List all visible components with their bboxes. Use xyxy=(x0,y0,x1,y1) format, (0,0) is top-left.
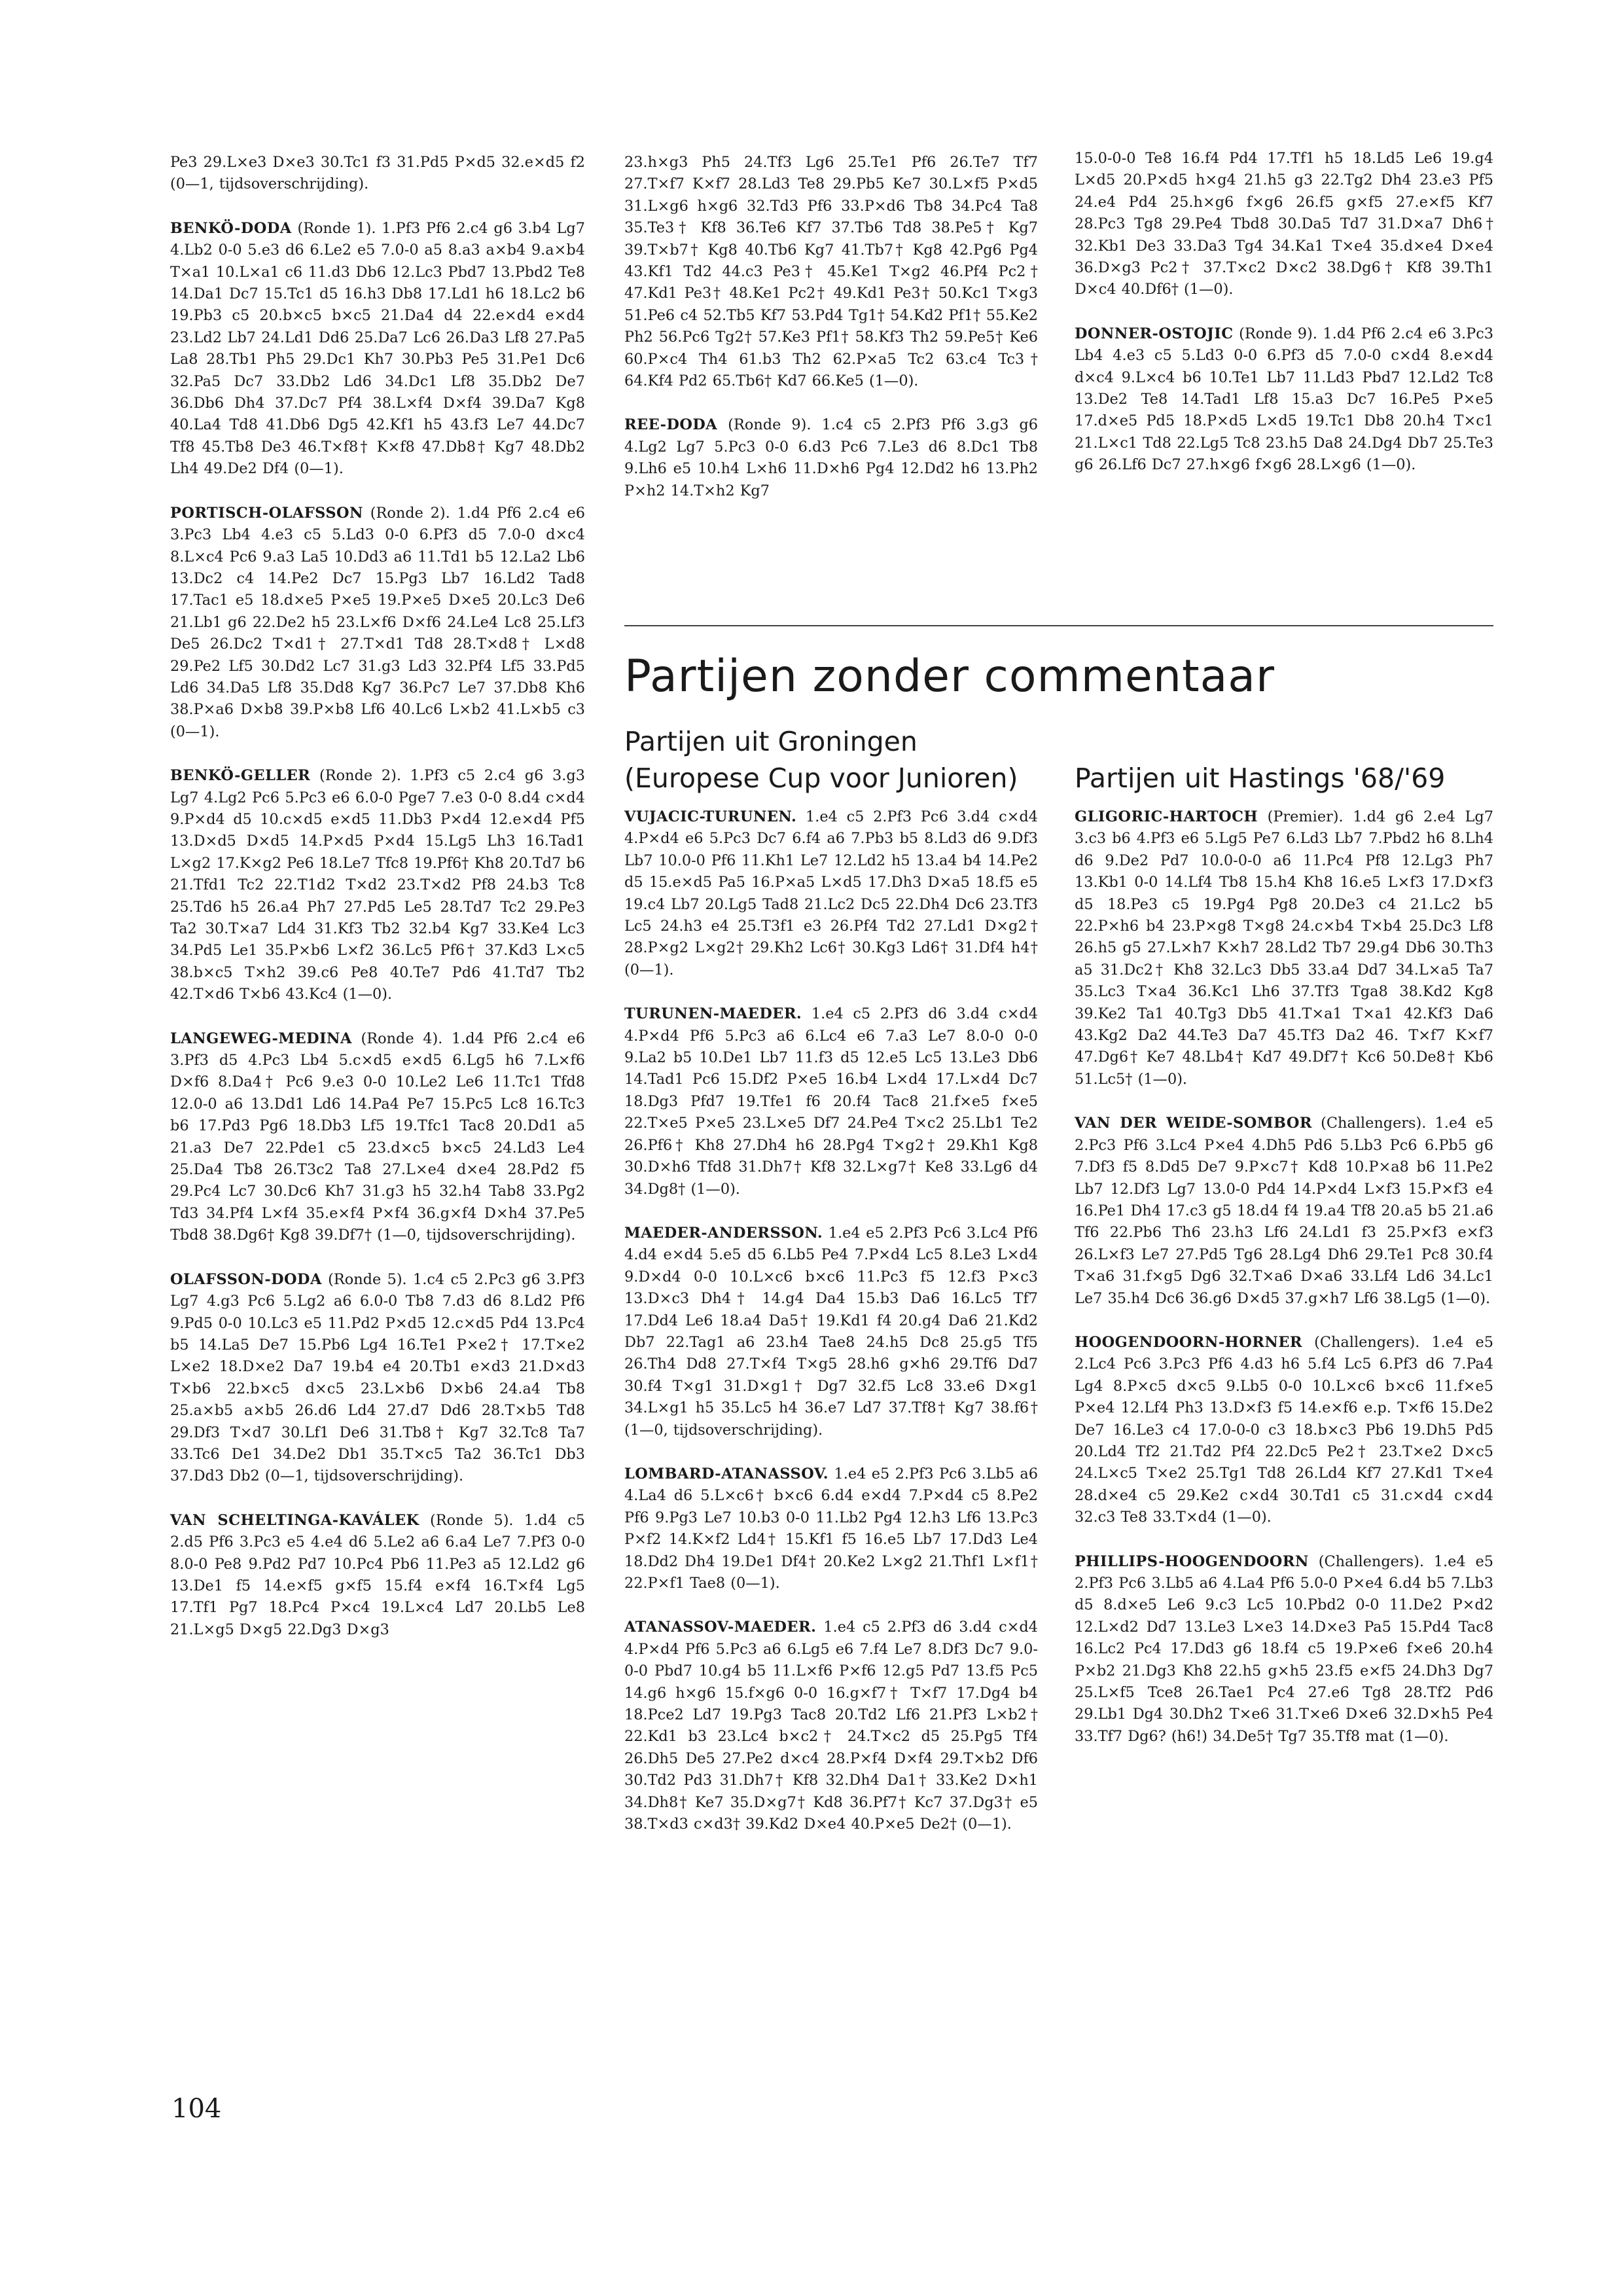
game-heading: VUJACIC-TURUNEN. xyxy=(624,808,797,825)
game-moves: 1.e4 e5 2.Pf3 Pc6 3.Lc4 Pf6 4.d4 e×d4 5.e5 d5 6.Lb5 Pe4 7.P×d4 Lc5 8.Le3 L×d4 9.D×d4 0-0 10.L×c6 b×c6 11.Pc3 f5 12.f3 P×c3 13.D×c3 Dh4† 14.g4 Da4 15.b3 Da6 16.Lc5 Tf7 17.Dd4 Le6 18.a4 Da5† 19.Kd1 f4 20.g4 Da6 21.Kd2 Db7 22.Tag1 a6 23.h4 Tae8 24.h5 Dc8 25.g5 Tf5 26.Th4 Dd8 27.T×f4 T×g5 28.h6 g×h6 29.Tf6 Dd7 30.f4 T×g1 31.D×g1† Dg7 32.f5 Lc8 33.e6 D×g1 34.L×g1 h5 35.Lc5 h4 36.e7 Ld7 37.Tf8† Kg7 38.f6† (1—0, tijdsoverschrijding). xyxy=(624,1224,1038,1439)
game-moves: (Challengers). 1.e4 e5 2.Lc4 Pc6 3.Pc3 Pf6 4.d3 h6 5.f4 Lc5 6.Pf3 d6 7.Pa4 Lg4 8.P×c5 d×c5 9.Lb5 0-0 10.L×c6 b×c6 11.f×e5 P×e4 12.Lf4 Ph3 13.D×f3 f5 14.e×f6 e.p. T×f6 15.De2 De7 16.Le3 c4 17.0-0-0 c3 18.b×c3 Pb6 19.Dh5 Pd5 20.Ld4 Tf2 21.Td2 Pf4 22.Dc5 Pe2† 23.T×e2 D×c5 24.L×c5 T×e2 25.Tg1 Td8 26.Ld4 Kf7 27.Kd1 T×e4 28.d×e4 c5 29.Ke2 c×d4 30.Td1 c5 31.c×d4 c×d4 32.c3 Te8 33.T×d4 (1—0). xyxy=(1075,1333,1493,1526)
game-moves: (Ronde 1). 1.Pf3 Pf6 2.c4 g6 3.b4 Lg7 4.Lb2 0-0 5.e3 d6 6.Le2 e5 7.0-0 a5 8.a3 a×b4 9.a×b4 T×a1 10.L×a1 c6 11.d3 Db6 12.Lc3 Pbd7 13.Pbd2 Te8 14.Da1 Dc7 15.Tc1 d5 16.h3 Db8 17.Ld1 h6 18.Lc2 b6 19.Pb3 c5 20.b×c5 b×c5 21.Da4 d4 22.e×d4 e×d4 23.Ld2 Lb7 24.Ld1 Dd6 25.Da7 Lc6 26.Da3 Lf8 27.Pa5 La8 28.Tb1 Ph5 29.Dc1 Kh7 30.Pb3 Pe5 31.Pe1 Dc6 32.Pa5 Dc7 33.Db2 Ld6 34.Dc1 Lf8 35.Db2 De7 36.Db6 Dh4 37.Dc7 Pf4 38.L×f4 D×f4 39.Da7 Kg8 40.La4 Td8 41.Db6 Dg5 42.Kf1 h5 43.f3 Le7 44.Dc7 Tf8 45.Tb8 De3 46.T×f8† K×f8 47.Db8† Kg7 48.Db2 Lh4 49.De2 Df4 (0—1). xyxy=(170,219,585,478)
game-moves: (Challengers). 1.e4 e5 2.Pc3 Pf6 3.Lc4 P×e4 4.Dh5 Pd6 5.Lb3 Pc6 6.Pb5 g6 7.Df3 f5 8.Dd5 De7 9.P×c7† Kd8 10.P×a8 b6 11.Pe2 Lb7 12.Df3 Lg7 13.0-0 Pd4 14.P×d4 L×f3 15.P×f3 e4 16.Pe1 Dh4 17.c3 g5 18.d4 f4 19.a4 Tf8 20.a5 b5 21.a6 Tf6 22.Pb6 Th6 23.h3 Lf6 24.Ld1 f3 25.P×f3 e×f3 26.L×f3 Le7 27.Pd5 Tg6 28.Lg4 Dh6 29.Te1 Pc8 30.f4 T×a6 31.f×g5 Dg6 32.T×a6 D×a6 33.Lf4 Ld6 34.Lc1 Le7 35.h4 Dc6 36.g6 D×d5 37.g×h7 Lf6 38.Lg5 (1—0). xyxy=(1075,1115,1493,1307)
column-left xyxy=(170,152,585,1641)
game-heading: REE-DODA xyxy=(624,416,718,434)
column-right-top xyxy=(1075,148,1493,476)
game-moves: 1.e4 c5 2.Pf3 d6 3.d4 c×d4 4.P×d4 Pf6 5.Pc3 a6 6.Lc4 e6 7.a3 Le7 8.0-0 0-0 9.La2 b5 10.De1 Lb7 11.f3 d5 12.e5 Lc5 13.Le3 Db6 14.Tad1 Pc6 15.Df2 P×e5 16.b4 L×d4 17.L×d4 Dc7 18.Dg3 Pfd7 19.Tfe1 f6 20.f4 Tac8 21.f×e5 f×e5 22.T×e5 P×e5 23.L×e5 Df7 24.Pe4 T×c2 25.Lb1 Te2 26.Pf6† Kh8 27.Dh4 h6 28.Pg4 T×g2† 29.Kh1 Kg8 30.D×h6 Tfd8 31.Dh7† Kf8 32.L×g7† Ke8 33.Lg6 d4 34.Dg8† (1—0). xyxy=(624,1005,1038,1198)
game-moves: 1.e4 c5 2.Pf3 d6 3.d4 c×d4 4.P×d4 Pf6 5.Pc3 a6 6.Lg5 e6 7.f4 Le7 8.Df3 Dc7 9.0-0-0 Pbd7 10.g4 b5 11.L×f6 P×f6 12.g5 Pd7 13.f5 Pc5 14.g6 h×g6 15.f×g6 0-0 16.g×f7† T×f7 17.Dg4 b4 18.Pce2 Ld7 19.Pg3 Tac8 20.Td2 Lf6 21.Pf3 L×b2† 22.Kd1 b3 23.Lc4 b×c2† 24.T×c2 d5 25.Pg5 Tf4 26.Dh5 De5 27.Pe2 d×c4 28.P×f4 D×f4 29.T×b2 Df6 30.Td2 Pd3 31.Dh7† Kf8 32.Dh4 Da1† 33.Ke2 D×h1 34.Dh8† Ke7 35.D×g7† Kd8 36.Pf7† Kc7 37.Dg3† e5 38.T×d3 c×d3† 39.Kd2 D×e4 40.P×e5 De2† (0—1). xyxy=(624,1619,1038,1833)
game-continuation: Pe3 29.L×e3 D×e3 30.Tc1 f3 31.Pd5 P×d5 32.e×d5 f2 (0—1, tijdsoverschrijding). xyxy=(170,154,585,193)
game-hoogendoorn-horner xyxy=(1075,1332,1493,1529)
game-benko-geller xyxy=(170,765,585,1005)
groningen-games xyxy=(624,806,1038,1835)
game-heading: GLIGORIC-HARTOCH xyxy=(1075,808,1258,825)
game-heading: ATANASSOV-MAEDER. xyxy=(624,1619,817,1636)
game-olafsson-doda xyxy=(170,1269,585,1488)
game-heading: BENKÖ-DODA xyxy=(170,219,292,237)
game-moves: (Challengers). 1.e4 e5 2.Pf3 Pc6 3.Lb5 a6 4.La4 Pf6 5.0-0 P×e4 6.d4 b5 7.Lb3 d5 8.d×e5 Le6 9.c3 Lc5 10.Pbd2 0-0 11.De2 P×d2 12.L×d2 Dd7 13.Le3 L×e3 14.D×e3 Pa5 15.Pd4 Tac8 16.Lc2 Pc4 17.Dd3 g6 18.f4 c5 19.P×e6 f×e6 20.h4 P×b2 21.Dg3 Kh8 22.h5 g×h5 23.f5 e×f5 24.Dh3 Dg7 25.L×f5 Tce8 26.Tae1 Pc4 27.e6 Tg8 28.Tf2 Pd6 29.Lb1 Dg4 30.Dh2 T×e6 31.T×e6 D×e6 32.D×h5 Pe4 33.Tf7 Dg6? (h6!) 34.De5† Tg7 35.Tf8 mat (1—0). xyxy=(1075,1552,1493,1745)
game-turunen-maeder xyxy=(624,1003,1038,1200)
game-phillips-hoogendoorn xyxy=(1075,1551,1493,1748)
game-continuation: 23.h×g3 Ph5 24.Tf3 Lg6 25.Te1 Pf6 26.Te7 Tf7 27.T×f7 K×f7 28.Ld3 Te8 29.Pb5 Ke7 30.L×f5 P×d5 31.L×g6 h×g6 32.Td3 Pf6 33.P×d6 Tb8 34.Pc4 Ta8 35.Te3† Kf8 36.Te6 Kf7 37.Tb6 Td8 38.Pe5† Kg7 39.T×b7† Kg8 40.Tb6 Kg7 41.Tb7† Kg8 42.Pg6 Pg4 43.Kf1 Td2 44.c3 Pe3† 45.Ke1 T×g2 46.Pf4 Pc2† 47.Kd1 Pe3† 48.Ke1 Pc2† 49.Kd1 Pe3† 50.Kc1 T×g3 51.Pe6 c4 52.Tb5 Kf7 53.Pd4 Tg1† 54.Kd2 Pf1† 55.Ke2 Ph2 56.Pc6 Tg2† 57.Ke3 Pf1† 58.Kf3 Th2 59.Pe5† Ke6 60.P×c4 Th4 61.b3 Th2 62.P×a5 Tc2 63.c4 Tc3† 64.Kf4 Pd2 65.Tb6† Kd7 66.Ke5 (1—0). xyxy=(624,154,1038,390)
game-heading: VAN DER WEIDE-SOMBOR xyxy=(1075,1115,1312,1132)
game-lombard-atanassov xyxy=(624,1463,1038,1594)
game-moves: (Premier). 1.d4 g6 2.e4 Lg7 3.c3 b6 4.Pf3 e6 5.Lg5 Pe7 6.Ld3 Lb7 7.Pbd2 h6 8.Lh4 d6 9.De2 Pd7 10.0-0-0 a6 11.Pc4 Pf8 12.Lg3 Ph7 13.Kb1 0-0 14.Lf4 Tb8 15.h4 Kh8 16.e5 L×f3 17.D×f3 d5 18.Pe3 c5 19.Pg4 Pg8 20.De3 c4 21.Lc2 b5 22.P×h6 b4 23.P×g8 T×g8 24.c×b4 T×b4 25.Dc3 Lf8 26.h5 g5 27.L×h7 K×h7 28.Ld2 Tb7 29.g4 Db6 30.Th3 a5 31.Dc2† Kh8 32.Lc3 Db5 33.a4 Dd7 34.L×a5 Ta7 35.Lc3 T×a4 36.Kc1 Lh6 37.Tf3 Tga8 38.Kd2 Kg8 39.Ke2 Ta1 40.Tg3 Db5 41.T×a1 T×a1 42.Kf3 Da6 43.Kg2 Da2 44.Te3 Da7 45.Tf3 Da2 46. T×f7 K×f7 47.Dg6† Ke7 48.Lb4† Kd7 49.Df7† Kc6 50.De8† Kb6 51.Lc5† (1—0). xyxy=(1075,808,1493,1088)
game-heading: LANGEWEG-MEDINA xyxy=(170,1030,352,1047)
game-donner-ostojic xyxy=(1075,323,1493,476)
game-continuation: 15.0-0-0 Te8 16.f4 Pd4 17.Tf1 h5 18.Ld5 Le6 19.g4 L×d5 20.P×d5 h×g4 21.h5 g3 22.Tg2 Dh4 23.e3 Pf5 24.e4 Pd4 25.h×g6 f×g6 26.f5 g×f5 27.e×f5 Kf7 28.Pc3 Tg8 29.Pe4 Tbd8 30.Da5 Td7 31.D×a7 Dh6† 32.Kb1 De3 33.Da3 Tg4 34.Ka1 T×e4 35.d×e4 D×e4 36.D×g3 Pc2† 37.T×c2 D×c2 38.Dg6† Kf8 39.Th1 D×c4 40.Df6† (1—0). xyxy=(1075,150,1493,298)
game-heading: PORTISCH-OLAFSSON xyxy=(170,504,363,522)
game-ree-doda xyxy=(624,414,1038,502)
game-moves: (Ronde 5). 1.d4 c5 2.d5 Pf6 3.Pc3 e5 4.e4 d6 5.Le2 a6 6.a4 Le7 7.Pf3 0-0 8.0-0 Pe8 9.Pd2 Pd7 10.Pc4 Pb6 11.Pe3 a5 12.Ld2 g6 13.De1 f5 14.e×f5 g×f5 15.f4 e×f4 16.T×f4 Lg5 17.Tf1 Pg7 18.Pc4 P×c4 19.L×c4 Ld7 20.Lb5 Le8 21.L×g5 D×g5 22.Dg3 D×g3 xyxy=(170,1511,586,1638)
game-atanassov-maeder xyxy=(624,1617,1038,1835)
game-heading: BENKÖ-GELLER xyxy=(170,767,311,785)
game-heading: OLAFSSON-DODA xyxy=(170,1270,322,1288)
groningen-subheading: (Europese Cup voor Junioren) xyxy=(624,762,1018,794)
game-heading: PHILLIPS-HOOGENDOORN xyxy=(1075,1552,1309,1570)
game-heading: HOOGENDOORN-HORNER xyxy=(1075,1333,1303,1351)
game-moves: (Ronde 9). 1.c4 c5 2.Pf3 Pf6 3.g3 g6 4.Lg2 Lg7 5.Pc3 0-0 6.d3 Pc6 7.Le3 d6 8.Dc1 Tb8 9.Lh6 e5 10.h4 L×h6 11.D×h6 Pg4 12.Dd2 h6 13.Ph2 P×h2 14.T×h2 Kg7 xyxy=(624,416,1038,499)
game-gligoric-hartoch xyxy=(1075,806,1493,1090)
hastings-heading: Partijen uit Hastings '68/'69 xyxy=(1075,762,1446,794)
game-heading: TURUNEN-MAEDER. xyxy=(624,1005,802,1023)
game-moves: 1.e4 e5 2.Pf3 Pc6 3.Lb5 a6 4.La4 d6 5.L×c6† b×c6 6.d4 e×d4 7.P×d4 c5 8.Pe2 Pf6 9.Pg3 Le7 10.b3 0-0 11.Lb2 Pg4 12.h3 Lf6 13.Pc3 P×f2 14.K×f2 Ld4† 15.Kf1 f5 16.e5 Lb7 17.Dd3 Le4 18.Dd2 Dh4 19.De1 Df4† 20.Ke2 L×g2 21.Thf1 L×f1† 22.P×f1 Tae8 (0—1). xyxy=(624,1465,1038,1592)
groningen-heading: Partijen uit Groningen xyxy=(624,726,918,757)
game-moves: (Ronde 2). 1.d4 Pf6 2.c4 e6 3.Pc3 Lb4 4.e3 c5 5.Ld3 0-0 6.Pf3 d5 7.0-0 d×c4 8.L×c4 Pc6 9.a3 La5 10.Dd3 a6 11.Td1 b5 12.La2 Lb6 13.Dc2 c4 14.Pe2 Dc7 15.Pg3 Lb7 16.Ld2 Tad8 17.Tac1 e5 18.d×e5 P×e5 19.P×e5 D×e5 20.Lc3 De6 21.Lb1 g6 22.De2 h5 23.L×f6 D×f6 24.Le4 Lc8 25.Lf3 De5 26.Dc2 T×d1† 27.T×d1 Td8 28.T×d8† L×d8 29.Pe2 Lf5 30.Dd2 Lc7 31.g3 Ld3 32.Pf4 Lf5 33.Pd5 Ld6 34.Da5 Lf8 35.Dd8 Kg7 36.Pc7 Le7 37.Db8 Kh6 38.P×a6 D×b8 39.P×b8 Lf6 40.Lc6 L×b2 41.L×b5 c3 (0—1). xyxy=(170,504,585,740)
game-moves: (Ronde 4). 1.d4 Pf6 2.c4 e6 3.Pf3 d5 4.Pc3 Lb4 5.c×d5 e×d5 6.Lg5 h6 7.L×f6 D×f6 8.Da4† Pc6 9.e3 0-0 10.Le2 Le6 11.Tc1 Tfd8 12.0-0 a6 13.Dd1 Ld6 14.Pa4 Pe7 15.Pc5 Lc8 16.Tc3 b6 17.Pd3 Pg6 18.Db3 Lf5 19.Tfc1 Tac8 20.Dd1 a5 21.a3 De7 22.Pde1 c5 23.d×c5 b×c5 24.Ld3 Le4 25.Da4 Tb8 26.T3c2 Ta8 27.L×e4 d×e4 28.Pd2 f5 29.Pc4 Lc7 30.Dc6 Kh7 31.g3 h5 32.h4 Tab8 33.Pg2 Td3 34.Pf4 L×f4 35.e×f4 P×f4 36.g×f4 D×h4 37.Pe5 Tbd8 38.Dg6† Kg8 39.Df7† (1—0, tijdsoverschrijding). xyxy=(170,1030,585,1244)
game-benko-doda xyxy=(170,218,585,480)
game-moves: (Ronde 2). 1.Pf3 c5 2.c4 g6 3.g3 Lg7 4.Lg2 Pc6 5.Pc3 e6 6.0-0 Pge7 7.e3 0-0 8.d4 c×d4 9.P×d4 d5 10.c×d5 e×d5 11.Db3 P×d4 12.e×d4 Pf5 13.D×d5 D×d5 14.P×d5 P×d4 15.Lg5 Lh3 16.Tad1 L×g2 17.K×g2 Pe6 18.Le7 Tfc8 19.Pf6† Kh8 20.Td7 b6 21.Tfd1 Tc2 22.T1d2 T×d2 23.T×d2 Pf8 24.b3 Tc8 25.Td6 h5 26.a4 Ph7 27.Pd5 Le5 28.Td7 Tc2 29.Pe3 Ta2 30.T×a7 Ld4 31.Kf3 Tb2 32.b4 Kg7 33.Ke4 Lc3 34.Pd5 Le1 35.P×b6 L×f2 36.Lc5 Pf6† 37.Kd3 L×c5 38.b×c5 T×h2 39.c6 Pe8 40.Te7 Pd6 41.Td7 Tb2 42.T×d6 T×b6 43.Kc4 (1—0). xyxy=(170,767,585,1003)
hastings-games xyxy=(1075,806,1493,1748)
game-heading: MAEDER-ANDERSSON. xyxy=(624,1224,823,1242)
game-heading: LOMBARD-ATANASSOV. xyxy=(624,1465,829,1482)
game-van-scheltinga-kavalek xyxy=(170,1510,585,1641)
game-moves: (Ronde 5). 1.c4 c5 2.Pc3 g6 3.Pf3 Lg7 4.g3 Pc6 5.Lg2 a6 6.0-0 Tb8 7.d3 d6 8.Ld2 Pf6 9.Pd5 0-0 10.Lc3 e5 11.Pd2 P×d5 12.c×d5 Pd4 13.Pc4 b5 14.La5 De7 15.Pb6 Lg4 16.Te1 P×e2† 17.T×e2 L×e2 18.D×e2 Da7 19.b4 e4 20.Tb1 e×d3 21.D×d3 T×b6 22.b×c5 d×c5 23.L×b6 D×b6 24.a4 Tb8 25.a×b5 a×b5 26.d6 Ld4 27.d7 Dd6 28.T×b5 Td8 29.Df3 T×d7 30.Lf1 De6 31.Tb8† Kg7 32.Tc8 Ta7 33.Tc6 De1 34.De2 Db1 35.T×c5 Ta2 36.Tc1 Db3 37.Dd3 Db2 (0—1, tijdsoverschrijding). xyxy=(170,1270,585,1485)
section-divider xyxy=(624,625,1493,626)
game-moves: (Ronde 9). 1.d4 Pf6 2.c4 e6 3.Pc3 Lb4 4.e3 c5 5.Ld3 0-0 6.Pf3 d5 7.0-0 c×d4 8.e×d4 d×c4 9.L×c4 b6 10.Te1 Lb7 11.Ld3 Pbd7 12.Ld2 Tc8 13.De2 Te8 14.Tad1 Lf8 15.a3 Dc7 16.Pe5 P×e5 17.d×e5 Pd5 18.P×d5 L×d5 19.Tc1 Db8 20.h4 T×c1 21.L×c1 Td8 22.Lg5 Tc8 23.h5 Da8 24.Dg4 Db7 25.Te3 g6 26.Lf6 Dc7 27.h×g6 f×g6 28.L×g6 (1—0). xyxy=(1075,325,1493,474)
game-portisch-olafsson xyxy=(170,503,585,743)
game-langeweg-medina xyxy=(170,1028,585,1247)
column-middle-top xyxy=(624,152,1038,502)
game-heading: VAN SCHELTINGA-KAVÁLEK xyxy=(170,1511,419,1529)
game-vujacic-turunen xyxy=(624,806,1038,981)
game-van-der-weide-sombor xyxy=(1075,1113,1493,1310)
section-title: Partijen zonder commentaar xyxy=(624,651,1275,702)
game-maeder-andersson xyxy=(624,1223,1038,1441)
game-moves: 1.e4 c5 2.Pf3 Pc6 3.d4 c×d4 4.P×d4 e6 5.Pc3 Dc7 6.f4 a6 7.Pb3 b5 8.Ld3 d6 9.Df3 Lb7 10.0-0 Pf6 11.Kh1 Le7 12.Ld2 h5 13.a4 b4 14.Pe2 d5 15.e×d5 Pa5 16.P×a5 L×d5 17.Dh3 D×a5 18.f5 e5 19.c4 Lb7 20.Lg5 Tad8 21.Lc2 Dc5 22.Dh4 Dc6 23.Tf3 Lc5 24.h3 e4 25.T3f1 e3 26.Pf4 Td2 27.Ld1 D×g2† 28.P×g2 L×g2† 29.Kh2 Lc6† 30.Kg3 Ld6† 31.Df4 h4† (0—1). xyxy=(624,808,1038,978)
page-number: 104 xyxy=(171,2094,222,2124)
game-heading: DONNER-OSTOJIC xyxy=(1075,325,1234,342)
